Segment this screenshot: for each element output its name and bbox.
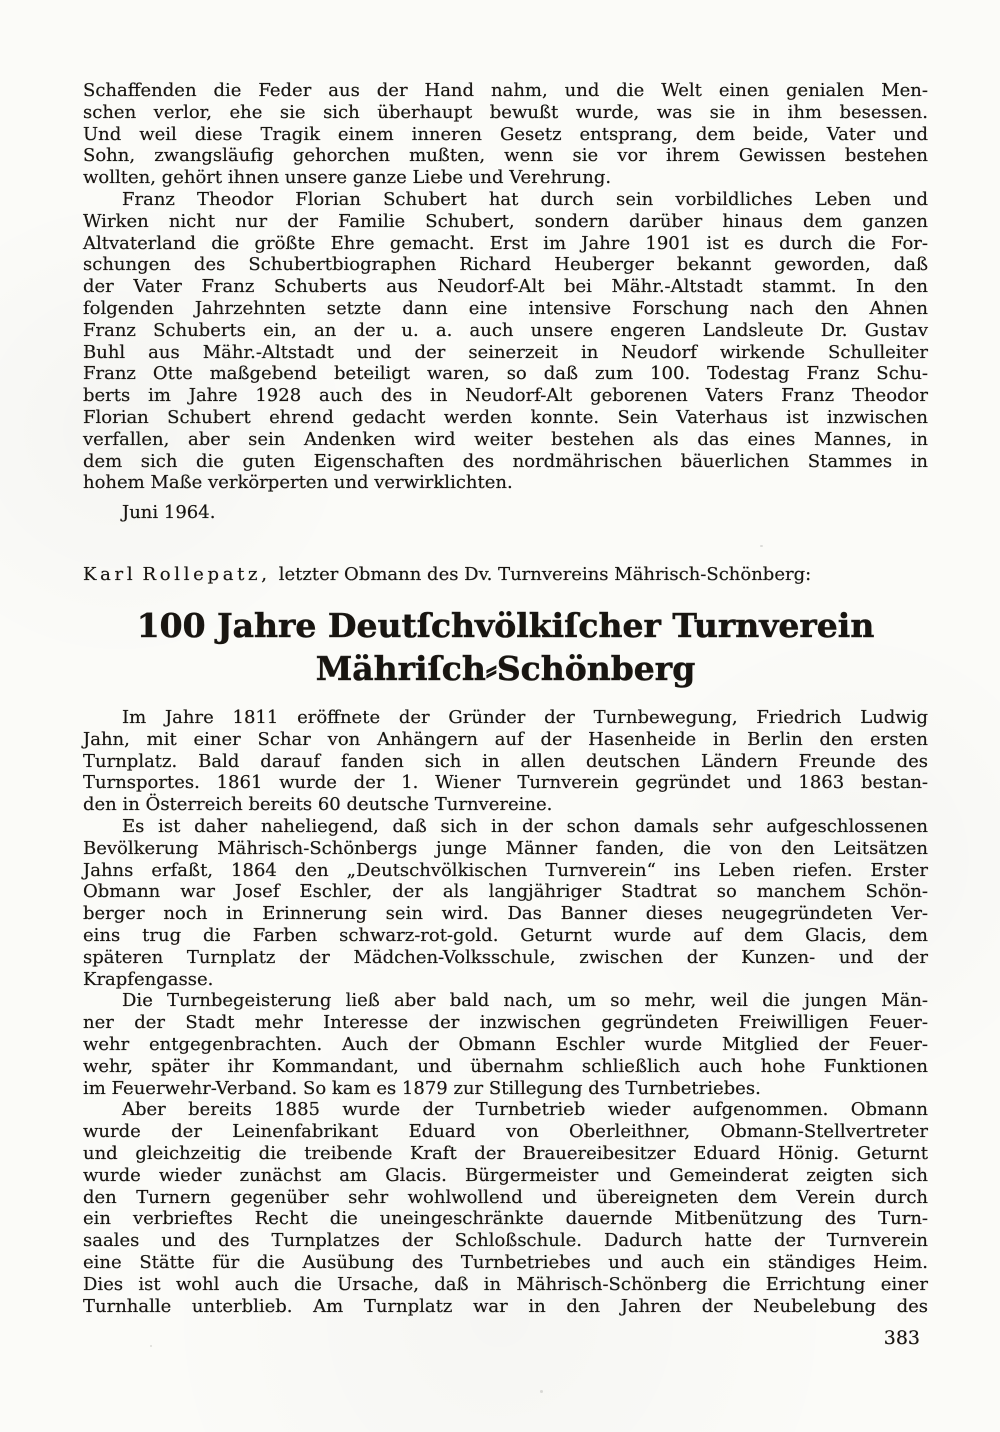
text-line: Obmann war Josef Eschler, der als langjähriger Stadtrat so manchem Schön- — [83, 881, 928, 903]
text-line: schen verlor, ehe sie sich überhaupt bewußt wurde, was sie in ihm besessen. — [83, 101, 928, 123]
scan-speckle — [760, 545, 763, 547]
text-line: verfallen, aber sein Andenken wird weiter bestehen als das eines Mannes, in — [83, 428, 928, 450]
text-line: wollten, gehört ihnen unsere ganze Liebe und Verehrung. — [83, 167, 612, 189]
paragraph — [83, 990, 928, 1099]
text-line: Dies ist wohl auch die Ursache, daß in Mährisch-Schönberg die Errichtung einer — [83, 1273, 928, 1295]
article-title — [83, 604, 928, 690]
text-line: und gleichzeitig die treibende Kraft der Brauereibesitzer Eduard Hönig. Geturnt — [83, 1142, 928, 1164]
text-line: Jahn, mit einer Schar von Anhängern auf der Hasenheide in Berlin den ersten — [83, 728, 928, 750]
text-line: Aber bereits 1885 wurde der Turnbetrieb wieder aufgenommen. Obmann — [122, 1099, 928, 1121]
text-line: schungen des Schubertbiographen Richard Heuberger bekannt geworden, daß — [83, 254, 928, 276]
text-line: Sohn, zwangsläufig gehorchen mußten, wenn sie vor ihrem Gewissen bestehen — [83, 145, 928, 167]
upper-text-block — [83, 80, 928, 494]
byline — [83, 564, 928, 586]
scan-speckle — [540, 1390, 543, 1393]
text-line: Franz Otte maßgebend beteiligt waren, so daß zum 100. Todestag Franz Schu- — [83, 363, 928, 385]
byline-author-role: letzter Obmann des Dv. Turnvereins Mährisch-Schönberg: — [278, 564, 812, 585]
text-line: im Feuerwehr-Verband. So kam es 1879 zur Stillegung des Turnbetriebes. — [83, 1077, 761, 1099]
text-line: ner der Stadt mehr Interesse der inzwischen gegründeten Freiwilligen Feuer- — [83, 1012, 928, 1034]
text-line: den in Österreich bereits 60 deutsche Turnvereine. — [83, 794, 553, 816]
date-line: Juni 1964. — [122, 502, 216, 523]
page-number: 383 — [883, 1327, 920, 1349]
text-line: Im Jahre 1811 eröffnete der Gründer der Turnbewegung, Friedrich Ludwig — [122, 707, 928, 728]
text-line: Und weil diese Tragik einem inneren Gesetz entsprang, dem beide, Vater und — [83, 123, 928, 145]
text-line: Es ist daher naheliegend, daß sich in der schon damals sehr aufgeschlossenen — [122, 815, 928, 837]
text-line: Florian Schubert ehrend gedacht werden konnte. Sein Vaterhaus ist inzwischen — [83, 406, 928, 428]
text-line: Die Turnbegeisterung ließ aber bald nach, um so mehr, weil die jungen Män- — [122, 990, 928, 1012]
text-line: Franz Schuberts ein, an der u. a. auch unsere engeren Landsleute Dr. Gustav — [83, 319, 928, 341]
byline-author-name: Karl Rollepatz, — [83, 564, 271, 585]
text-line: der Vater Franz Schuberts aus Neudorf-Alt bei Mähr.-Altstadt stammt. In den — [83, 276, 928, 298]
paragraph — [83, 816, 928, 990]
text-line: ein verbrieftes Recht die uneingeschränkte dauernde Mitbenützung des Turn- — [83, 1208, 928, 1230]
text-line: Schaffenden die Feder aus der Hand nahm, und die Welt einen genialen Men- — [83, 80, 928, 101]
date-line-wrap — [83, 494, 928, 524]
text-line: Turnplatz. Bald darauf fanden sich in allen deutschen Ländern Freunde des — [83, 750, 928, 772]
text-line: hohem Maße verkörperten und verwirklichten. — [83, 472, 513, 494]
paragraph — [83, 80, 928, 189]
text-line: Bevölkerung Mährisch-Schönbergs junge Männer fanden, die von den Leitsätzen — [83, 837, 928, 859]
article-title-line1: 100 Jahre Deutſchvölkiſcher Turnverein — [136, 606, 875, 645]
text-line: den Turnern gegenüber sehr wohlwollend und übereigneten dem Verein durch — [83, 1186, 928, 1208]
text-line: wurde der Leinenfabrikant Eduard von Oberleithner, Obmann-Stellvertreter — [83, 1121, 928, 1143]
paragraph — [83, 1099, 928, 1317]
text-line: Wirken nicht nur der Familie Schubert, sondern darüber hinaus dem ganzen — [83, 210, 928, 232]
lower-text-block — [83, 707, 928, 1317]
article-title-line2: Mähriſch⸗Schönberg — [315, 649, 696, 688]
text-line: berts im Jahre 1928 auch des in Neudorf-Alt geborenen Vaters Franz Theodor — [83, 385, 928, 407]
text-line: wehr, später ihr Kommandant, und übernahm schließlich auch hohe Funktionen — [83, 1055, 928, 1077]
text-line: wurde wieder zunächst am Glacis. Bürgermeister und Gemeinderat zeigten sich — [83, 1164, 928, 1186]
text-line: späteren Turnplatz der Mädchen-Volksschule, zwischen der Kunzen- und der — [83, 946, 928, 968]
text-line: wehr entgegenbrachten. Auch der Obmann Eschler wurde Mitglied der Feuer- — [83, 1033, 928, 1055]
text-line: Krapfengasse. — [83, 968, 214, 990]
text-line: Franz Theodor Florian Schubert hat durch sein vorbildliches Leben und — [122, 188, 928, 210]
paragraph — [83, 707, 928, 816]
text-line: Jahns erfaßt, 1864 den „Deutschvölkischen Turnverein“ ins Leben riefen. Erster — [83, 859, 928, 881]
text-line: Altvaterland die größte Ehre gemacht. Erst im Jahre 1901 ist es durch die For- — [83, 232, 928, 254]
text-line: eine Stätte für die Ausübung des Turnbetriebes und auch ein ständiges Heim. — [83, 1251, 928, 1273]
text-line: Turnsportes. 1861 wurde der 1. Wiener Turnverein gegründet und 1863 bestan- — [83, 772, 928, 794]
text-line: saales und des Turnplatzes der Schloßschule. Dadurch hatte der Turnverein — [83, 1230, 928, 1252]
text-line: dem sich die guten Eigenschaften des nordmährischen bäuerlichen Stammes in — [83, 450, 928, 472]
text-line: berger noch in Erinnerung sein wird. Das Banner dieses neugegründeten Ver- — [83, 903, 928, 925]
text-line: Buhl aus Mähr.-Altstadt und der seinerzeit in Neudorf wirkende Schulleiter — [83, 341, 928, 363]
text-line: eins trug die Farben schwarz-rot-gold. Geturnt wurde auf dem Glacis, dem — [83, 924, 928, 946]
text-line: folgenden Jahrzehnten setzte dann eine intensive Forschung nach den Ahnen — [83, 297, 928, 319]
paragraph — [83, 189, 928, 494]
text-line: Turnhalle unterblieb. Am Turnplatz war in den Jahren der Neubelebung des — [83, 1295, 928, 1317]
